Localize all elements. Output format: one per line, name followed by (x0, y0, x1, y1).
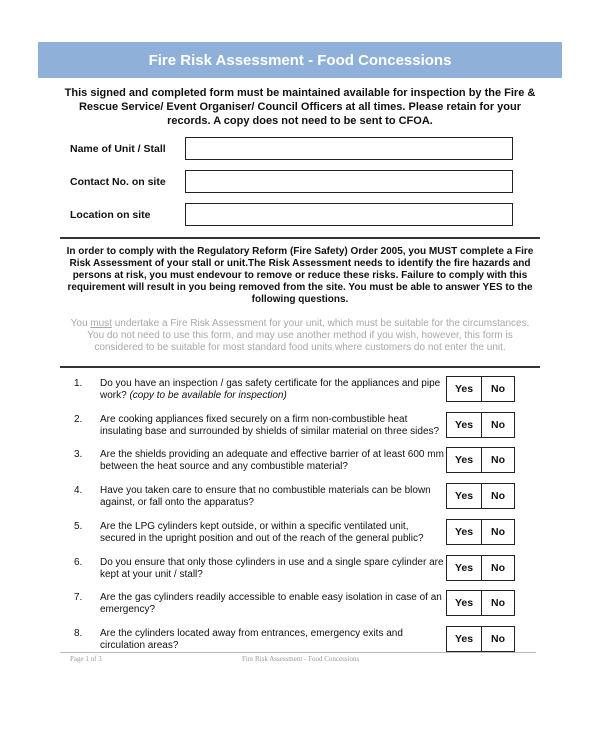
page-footer (60, 652, 536, 663)
question-label: Are cooking appliances fixed securely on a firm non-combustible heat insulating base and surrounded by shields of similar material on three sides? (100, 413, 440, 437)
note-text: You (70, 318, 91, 329)
page-title: Fire Risk Assessment - Food Concessions (38, 42, 562, 78)
yes-no-choice (446, 412, 515, 438)
yes-option[interactable]: Yes (447, 448, 482, 472)
yes-option[interactable]: Yes (447, 413, 482, 437)
contact-number-input[interactable] (185, 170, 513, 193)
field-label: Name of Unit / Stall (70, 143, 166, 155)
question-text (100, 557, 445, 581)
question-label: Do you have an inspection / gas safety certificate for the appliances and pipe work? (100, 378, 441, 401)
question-text (100, 592, 445, 616)
compliance-notice: In order to comply with the Regulatory Reform (Fire Safety) Order 2005, you MUST complete a Fire Risk Assessment of your stall or unit.The Risk Assessment needs to identify the fire hazards and persons at risk, you must endevour to remove or reduce these risks. Failure to comply with this requirement will result in you being removed from the site. You must be able to answer YES to the following questions. (66, 246, 534, 305)
question-text (100, 449, 445, 473)
yes-option[interactable]: Yes (447, 377, 482, 401)
question-number: 1. (74, 378, 83, 389)
question-number: 3. (74, 449, 83, 461)
question-row (60, 519, 540, 549)
question-row (60, 412, 540, 442)
yes-option[interactable]: Yes (447, 520, 482, 544)
yes-no-choice (446, 555, 515, 581)
question-label: Are the cylinders located away from entrances, emergency exits and circulation areas? (100, 627, 403, 651)
yes-no-choice (446, 519, 515, 545)
question-number: 5. (74, 520, 83, 532)
question-row (60, 590, 540, 620)
question-text (100, 378, 445, 402)
intro-text: This signed and completed form must be maintained available for inspection by the Fire & Rescue Service/ Event Organiser/ Council Officers at all times. Please retain for your records. A copy does not need to be sent to CFOA. (64, 87, 536, 127)
yes-option[interactable]: Yes (447, 484, 482, 508)
question-text (100, 485, 445, 509)
question-number: 6. (74, 556, 83, 568)
question-row (60, 447, 540, 477)
yes-no-choice (446, 447, 515, 473)
question-label: Do you ensure that only those cylinders in use and a single spare cylinder are kept at your unit / stall? (100, 556, 444, 580)
field-label: Location on site (70, 209, 151, 221)
question-text (100, 521, 445, 545)
location-input[interactable] (185, 203, 513, 226)
no-option[interactable]: No (491, 383, 505, 395)
no-option[interactable]: No (491, 561, 505, 574)
no-option[interactable]: No (491, 632, 505, 645)
question-number: 8. (74, 627, 83, 639)
no-option[interactable]: No (491, 418, 505, 431)
guidance-note (62, 318, 538, 354)
divider (60, 237, 540, 239)
question-label: Are the gas cylinders readily accessible to enable easy isolation in case of an emergency? (100, 592, 442, 616)
yes-no-choice (446, 483, 515, 509)
page-number: Page 1 of 3 (70, 655, 102, 663)
question-row (60, 555, 540, 585)
yes-option[interactable]: Yes (447, 627, 482, 651)
yes-option[interactable]: Yes (447, 556, 482, 580)
yes-no-choice (446, 590, 515, 616)
divider (60, 366, 540, 368)
field-label: Contact No. on site (70, 176, 166, 188)
unit-name-input[interactable] (185, 137, 513, 160)
note-emphasis: must (90, 318, 112, 329)
question-number: 2. (74, 413, 83, 425)
question-note: (copy to be available for inspection) (126, 390, 287, 401)
question-number: 7. (74, 592, 83, 604)
question-text (100, 628, 445, 652)
question-text (100, 414, 445, 438)
question-number: 4. (74, 485, 83, 497)
no-option[interactable]: No (491, 597, 505, 610)
yes-no-choice (446, 626, 515, 652)
question-row (60, 376, 540, 406)
no-option[interactable]: No (491, 454, 505, 467)
yes-no-choice (446, 376, 515, 402)
no-option[interactable]: No (491, 490, 505, 503)
question-row (60, 483, 540, 513)
question-label: Are the shields providing an adequate and effective barrier of at least 600 mm between the heat source and any combustible material? (100, 449, 444, 473)
question-label: Have you taken care to ensure that no combustible materials can be blown against, or fall onto the apparatus? (100, 485, 431, 509)
note-text: undertake a Fire Risk Assessment for your unit, which must be suitable for the circumstances. You do not need to use this form, and may use another method if you wish, however, this form is considered to be suitable for most standard food units where customers do not enter the unit. (87, 318, 530, 353)
footer-title: Fire Risk Assessment - Food Concessions (242, 655, 360, 663)
question-label: Are the LPG cylinders kept outside, or within a specific ventilated unit, secured in the upright position and out of the reach of the general public? (100, 520, 424, 544)
yes-option[interactable]: Yes (447, 591, 482, 615)
no-option[interactable]: No (491, 525, 505, 538)
